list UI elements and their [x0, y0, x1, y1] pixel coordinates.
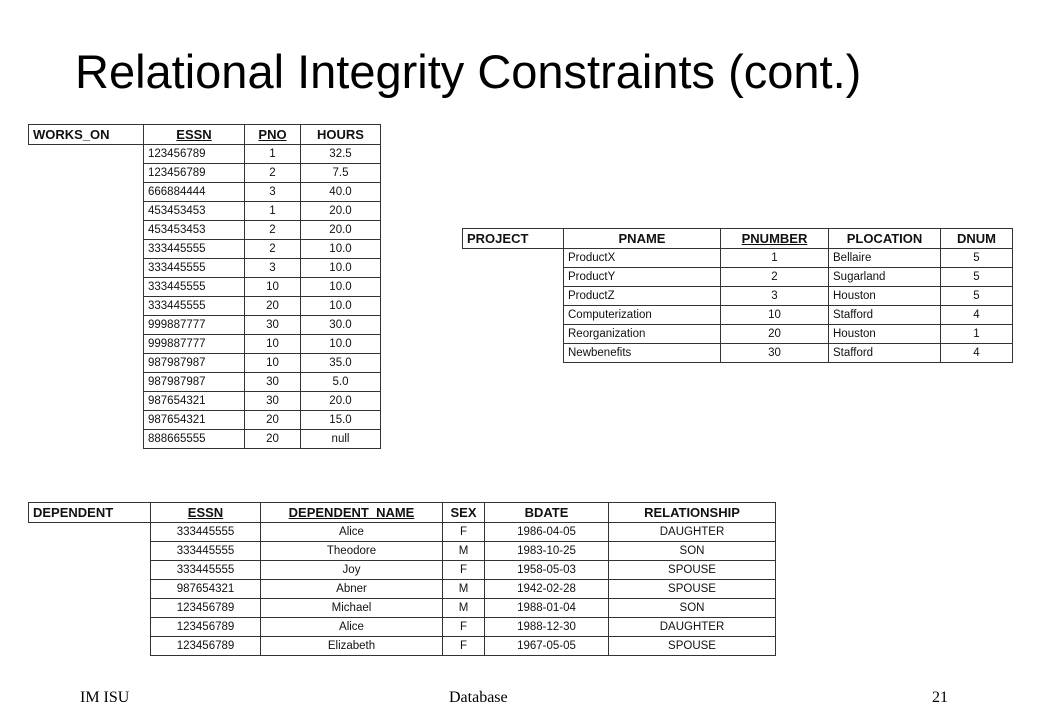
footer-left: IM ISU	[80, 689, 130, 706]
blank-cell	[29, 561, 151, 580]
table-cell: 1	[721, 249, 829, 268]
column-header: DNUM	[941, 229, 1013, 249]
table-row	[29, 599, 776, 618]
table-cell: 10.0	[301, 297, 381, 316]
table-cell: 333445555	[151, 561, 261, 580]
table-cell: Stafford	[829, 306, 941, 325]
table-cell: 2	[245, 240, 301, 259]
table-cell: 10	[245, 354, 301, 373]
table-cell: 10.0	[301, 278, 381, 297]
table-cell: 333445555	[151, 542, 261, 561]
table-cell: 5	[941, 268, 1013, 287]
table-cell: 20	[245, 411, 301, 430]
table-row	[29, 221, 381, 240]
table-cell: 30	[245, 392, 301, 411]
table-cell: SPOUSE	[609, 637, 776, 656]
table-row	[29, 392, 381, 411]
table-row	[29, 278, 381, 297]
table-cell: 20	[245, 297, 301, 316]
blank-cell	[29, 392, 144, 411]
column-header: ESSN	[144, 125, 245, 145]
table-cell: 987654321	[151, 580, 261, 599]
table-cell: 3	[245, 183, 301, 202]
table-cell: 20	[245, 430, 301, 449]
table-cell: SON	[609, 542, 776, 561]
table-cell: 10.0	[301, 259, 381, 278]
relation-name: WORKS_ON	[29, 125, 144, 145]
table-cell: Stafford	[829, 344, 941, 363]
blank-cell	[29, 580, 151, 599]
table-cell: Reorganization	[564, 325, 721, 344]
table-row	[29, 542, 776, 561]
table-cell: 1958-05-03	[485, 561, 609, 580]
blank-cell	[29, 599, 151, 618]
footer-center: Database	[449, 689, 508, 706]
table-cell: Computerization	[564, 306, 721, 325]
table-cell: 32.5	[301, 145, 381, 164]
column-header: RELATIONSHIP	[609, 503, 776, 523]
table-cell: M	[443, 580, 485, 599]
table-cell: 999887777	[144, 335, 245, 354]
table-cell: 2	[245, 164, 301, 183]
table-row	[29, 202, 381, 221]
blank-cell	[29, 430, 144, 449]
table-cell: 987987987	[144, 354, 245, 373]
table-row	[29, 240, 381, 259]
table-cell: 10	[721, 306, 829, 325]
blank-cell	[29, 221, 144, 240]
blank-cell	[29, 618, 151, 637]
table-cell: 3	[721, 287, 829, 306]
table-cell: 5	[941, 249, 1013, 268]
table-cell: 1	[941, 325, 1013, 344]
table-row	[29, 164, 381, 183]
table-cell: M	[443, 542, 485, 561]
blank-cell	[29, 542, 151, 561]
table-cell: F	[443, 561, 485, 580]
table-row	[29, 259, 381, 278]
table-cell: DAUGHTER	[609, 523, 776, 542]
table-row	[29, 373, 381, 392]
table-cell: 30	[245, 316, 301, 335]
table-cell: 20.0	[301, 202, 381, 221]
table-row	[29, 637, 776, 656]
table-cell: 1988-12-30	[485, 618, 609, 637]
table-cell: 1967-05-05	[485, 637, 609, 656]
blank-cell	[463, 249, 564, 268]
table-cell: 30	[245, 373, 301, 392]
table-row	[29, 523, 776, 542]
table-row	[463, 268, 1013, 287]
table-cell: 123456789	[144, 145, 245, 164]
column-header: HOURS	[301, 125, 381, 145]
table-cell: 666884444	[144, 183, 245, 202]
table-cell: 1986-04-05	[485, 523, 609, 542]
blank-cell	[29, 202, 144, 221]
column-header: ESSN	[151, 503, 261, 523]
table-cell: Sugarland	[829, 268, 941, 287]
table-row	[29, 145, 381, 164]
table-cell: Theodore	[261, 542, 443, 561]
table-cell: Alice	[261, 618, 443, 637]
dependent-table	[28, 502, 776, 656]
table-cell: M	[443, 599, 485, 618]
table-row	[463, 344, 1013, 363]
table-cell: ProductY	[564, 268, 721, 287]
table-cell: 2	[245, 221, 301, 240]
table-cell: SPOUSE	[609, 561, 776, 580]
table-cell: null	[301, 430, 381, 449]
table-cell: 5	[941, 287, 1013, 306]
table-cell: 2	[721, 268, 829, 287]
table-row	[29, 430, 381, 449]
table-row	[29, 335, 381, 354]
table-cell: 987654321	[144, 392, 245, 411]
table-cell: Newbenefits	[564, 344, 721, 363]
table-cell: 4	[941, 306, 1013, 325]
table-cell: 4	[941, 344, 1013, 363]
table-cell: 333445555	[144, 259, 245, 278]
table-cell: 333445555	[144, 297, 245, 316]
project-table	[462, 228, 1013, 363]
table-cell: Abner	[261, 580, 443, 599]
table-cell: 10.0	[301, 335, 381, 354]
table-row	[29, 618, 776, 637]
blank-cell	[29, 523, 151, 542]
blank-cell	[463, 325, 564, 344]
table-row	[463, 249, 1013, 268]
blank-cell	[29, 240, 144, 259]
table-cell: 123456789	[151, 637, 261, 656]
table-cell: ProductX	[564, 249, 721, 268]
table-cell: Alice	[261, 523, 443, 542]
table-cell: 987987987	[144, 373, 245, 392]
table-cell: Houston	[829, 325, 941, 344]
table-cell: 40.0	[301, 183, 381, 202]
table-cell: Michael	[261, 599, 443, 618]
table-cell: 1942-02-28	[485, 580, 609, 599]
table-cell: 10	[245, 335, 301, 354]
table-cell: 453453453	[144, 202, 245, 221]
table-cell: 10	[245, 278, 301, 297]
table-cell: 20.0	[301, 392, 381, 411]
column-header: BDATE	[485, 503, 609, 523]
blank-cell	[29, 259, 144, 278]
column-header: SEX	[443, 503, 485, 523]
blank-cell	[463, 306, 564, 325]
table-cell: 453453453	[144, 221, 245, 240]
table-cell: 333445555	[151, 523, 261, 542]
table-cell: 3	[245, 259, 301, 278]
table-cell: F	[443, 523, 485, 542]
table-cell: 333445555	[144, 240, 245, 259]
table-row	[29, 316, 381, 335]
table-row	[463, 325, 1013, 344]
table-cell: 333445555	[144, 278, 245, 297]
blank-cell	[29, 164, 144, 183]
blank-cell	[29, 316, 144, 335]
blank-cell	[29, 278, 144, 297]
blank-cell	[29, 354, 144, 373]
column-header: PLOCATION	[829, 229, 941, 249]
table-cell: 888665555	[144, 430, 245, 449]
column-header: PNAME	[564, 229, 721, 249]
works-on-table	[28, 124, 381, 449]
table-row	[29, 580, 776, 599]
column-header: PNUMBER	[721, 229, 829, 249]
table-cell: 30.0	[301, 316, 381, 335]
table-cell: 15.0	[301, 411, 381, 430]
relation-name: DEPENDENT	[29, 503, 151, 523]
table-cell: SPOUSE	[609, 580, 776, 599]
blank-cell	[29, 411, 144, 430]
column-header: PNO	[245, 125, 301, 145]
table-cell: 123456789	[151, 618, 261, 637]
table-cell: 1	[245, 145, 301, 164]
table-cell: ProductZ	[564, 287, 721, 306]
table-row	[29, 411, 381, 430]
blank-cell	[29, 637, 151, 656]
table-cell: 35.0	[301, 354, 381, 373]
table-row	[29, 561, 776, 580]
table-cell: Joy	[261, 561, 443, 580]
table-cell: DAUGHTER	[609, 618, 776, 637]
blank-cell	[29, 183, 144, 202]
table-cell: Houston	[829, 287, 941, 306]
table-cell: 987654321	[144, 411, 245, 430]
table-cell: SON	[609, 599, 776, 618]
table-row	[29, 183, 381, 202]
table-cell: 999887777	[144, 316, 245, 335]
slide-title: Relational Integrity Constraints (cont.)	[75, 45, 862, 98]
blank-cell	[29, 335, 144, 354]
table-cell: 1983-10-25	[485, 542, 609, 561]
table-cell: 123456789	[144, 164, 245, 183]
table-row	[463, 287, 1013, 306]
table-cell: Bellaire	[829, 249, 941, 268]
table-cell: 7.5	[301, 164, 381, 183]
table-cell: 30	[721, 344, 829, 363]
table-cell: 123456789	[151, 599, 261, 618]
table-row	[29, 297, 381, 316]
blank-cell	[29, 145, 144, 164]
table-cell: 1988-01-04	[485, 599, 609, 618]
table-row	[463, 306, 1013, 325]
relation-name: PROJECT	[463, 229, 564, 249]
blank-cell	[463, 287, 564, 306]
table-cell: 10.0	[301, 240, 381, 259]
table-cell: 1	[245, 202, 301, 221]
table-cell: F	[443, 618, 485, 637]
table-cell: 20	[721, 325, 829, 344]
page-number: 21	[932, 689, 948, 706]
blank-cell	[463, 268, 564, 287]
blank-cell	[29, 297, 144, 316]
blank-cell	[29, 373, 144, 392]
table-cell: 20.0	[301, 221, 381, 240]
table-cell: F	[443, 637, 485, 656]
table-row	[29, 354, 381, 373]
table-cell: 5.0	[301, 373, 381, 392]
blank-cell	[463, 344, 564, 363]
column-header: DEPENDENT_NAME	[261, 503, 443, 523]
table-cell: Elizabeth	[261, 637, 443, 656]
